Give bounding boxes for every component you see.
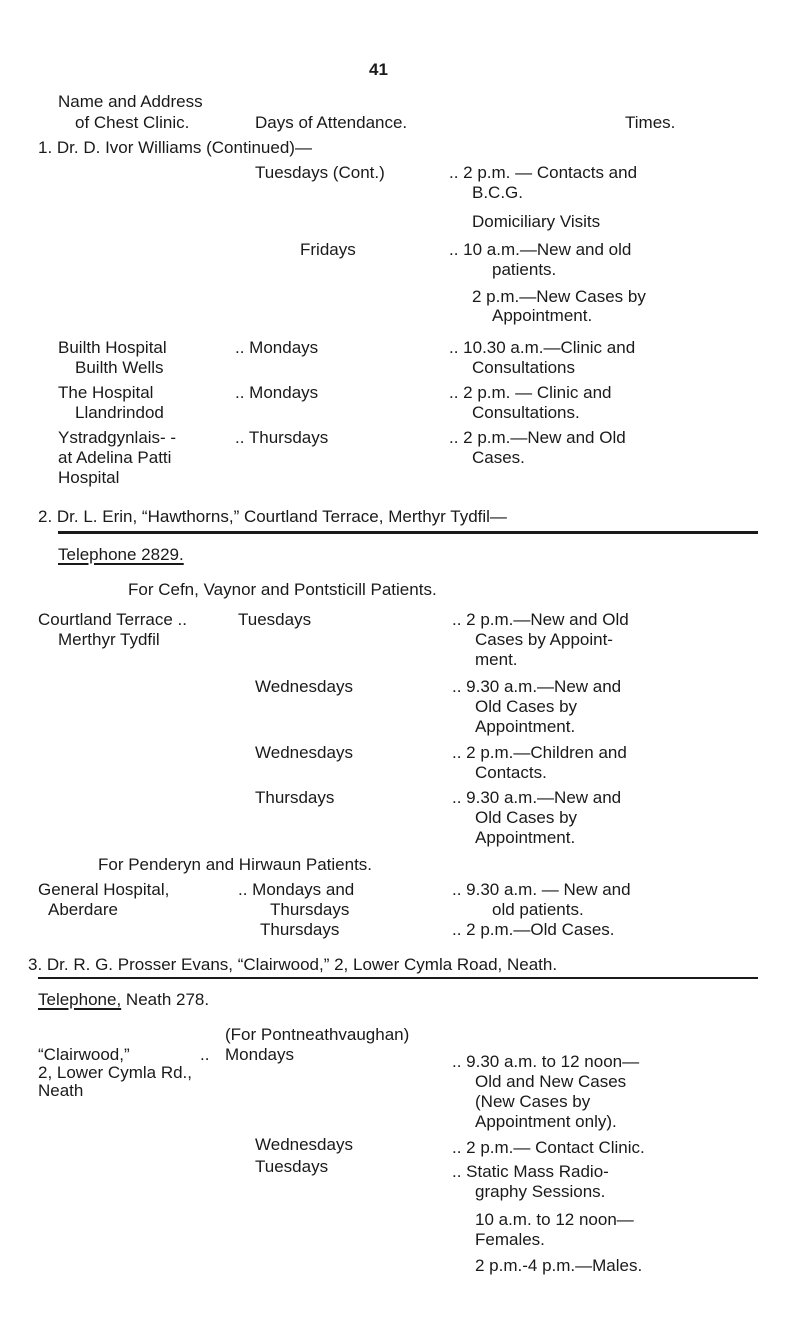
s3-tuesdays-time-line4: Females. <box>475 1230 545 1249</box>
s2-general-day-line1: .. Mondays and <box>238 880 355 899</box>
s3-clairwood-name-line3: Neath <box>38 1081 84 1100</box>
s3-telephone-label: Telephone, <box>38 990 122 1009</box>
s2-general-time1-line2: old patients. <box>492 900 584 919</box>
page-number: 41 <box>369 60 388 79</box>
s2-wednesdays2-day: Wednesdays <box>255 743 353 762</box>
s2-general-time2: .. 2 p.m.—Old Cases. <box>452 920 615 939</box>
s3-tuesdays-time-line5: 2 p.m.-4 p.m.—Males. <box>475 1256 643 1275</box>
s3-subhead-pontneathvaughan: (For Pontneathvaughan) <box>225 1025 410 1044</box>
s2-wednesdays1-time-line2: Old Cases by <box>475 697 578 716</box>
s2-general-hospital-name-line1: General Hospital, <box>38 880 170 899</box>
s1-llandrindod-name-line1: The Hospital <box>58 383 154 402</box>
s3-tuesdays-time-line2: graphy Sessions. <box>475 1182 606 1201</box>
s2-tuesdays-time-line3: ment. <box>475 650 518 669</box>
s2-wednesdays1-time: .. 9.30 a.m.—New and <box>452 677 622 696</box>
s1-tuesdays-time-cont: B.C.G. <box>472 183 524 202</box>
s2-thursdays-time-line3: Appointment. <box>475 828 576 847</box>
s2-tuesdays-time: .. 2 p.m.—New and Old <box>452 610 629 629</box>
s1-fridays-time1-cont: patients. <box>492 260 557 279</box>
s2-wednesdays2-time-line2: Contacts. <box>475 763 547 782</box>
s2-telephone: Telephone 2829. <box>58 545 184 564</box>
s1-tuesdays-day: Tuesdays (Cont.) <box>255 163 385 182</box>
s2-general-day-line3: Thursdays <box>260 920 340 939</box>
s1-builth-time-cont: Consultations <box>472 358 576 377</box>
s1-llandrindod-name-line2: Llandrindod <box>75 403 164 422</box>
s3-mondays-time-line2: Old and New Cases <box>475 1072 627 1091</box>
s1-llandrindod-time: .. 2 p.m. — Clinic and <box>449 383 612 402</box>
s3-mondays-day: Mondays <box>225 1045 294 1064</box>
s3-telephone-number: Neath 278. <box>121 990 210 1009</box>
header-times: Times. <box>625 113 676 132</box>
s1-llandrindod-time-cont: Consultations. <box>472 403 580 422</box>
s3-tuesdays-day: Tuesdays <box>255 1157 329 1176</box>
s1-fridays-time1: .. 10 a.m.—New and old <box>449 240 632 259</box>
s1-builth-time: .. 10.30 a.m.—Clinic and <box>449 338 636 357</box>
s2-courtland-name-line2: Merthyr Tydfil <box>58 630 160 649</box>
s3-clairwood-name-line1: “Clairwood,” <box>38 1045 130 1064</box>
s3-tuesdays-time-line3: 10 a.m. to 12 noon— <box>475 1210 634 1229</box>
s1-ystradgynlais-name-line2: at Adelina Patti <box>58 448 172 467</box>
section3-title: 3. Dr. R. G. Prosser Evans, “Clairwood,” 2, Lower Cymla Road, Neath. <box>28 955 558 974</box>
s3-clairwood-dots: .. <box>200 1045 210 1064</box>
s1-domiciliary-visits: Domiciliary Visits <box>472 212 601 231</box>
s1-ystradgynlais-day: .. Thursdays <box>235 428 329 447</box>
s2-wednesdays2-time: .. 2 p.m.—Children and <box>452 743 627 762</box>
header-name-address-line2: of Chest Clinic. <box>75 113 190 132</box>
s2-thursdays-time-line2: Old Cases by <box>475 808 578 827</box>
s1-builth-name-line1: Builth Hospital <box>58 338 167 357</box>
s2-subhead-cefn: For Cefn, Vaynor and Pontsticill Patients. <box>128 580 437 599</box>
s1-llandrindod-day: .. Mondays <box>235 383 319 402</box>
s2-general-day-line2: Thursdays <box>270 900 350 919</box>
s3-mondays-time-line4: Appointment only). <box>475 1112 617 1131</box>
s3-wednesdays-time: .. 2 p.m.— Contact Clinic. <box>452 1138 645 1157</box>
s2-wednesdays1-day: Wednesdays <box>255 677 353 696</box>
section3-divider <box>38 977 758 979</box>
s2-tuesdays-time-line2: Cases by Appoint- <box>475 630 613 649</box>
s1-ystradgynlais-name-line3: Hospital <box>58 468 120 487</box>
s3-wednesdays-day: Wednesdays <box>255 1135 353 1154</box>
s1-ystradgynlais-name-line1: Ystradgynlais- - <box>58 428 177 447</box>
s2-subhead-penderyn: For Penderyn and Hirwaun Patients. <box>98 855 373 874</box>
header-name-address-line1: Name and Address <box>58 92 203 111</box>
s2-wednesdays1-time-line3: Appointment. <box>475 717 576 736</box>
s3-tuesdays-time-line1: .. Static Mass Radio- <box>452 1162 609 1181</box>
s1-ystradgynlais-time-cont: Cases. <box>472 448 525 467</box>
s2-thursdays-time: .. 9.30 a.m.—New and <box>452 788 622 807</box>
s1-fridays-time2: 2 p.m.—New Cases by <box>472 287 646 306</box>
s1-builth-day: .. Mondays <box>235 338 319 357</box>
s1-ystradgynlais-time: .. 2 p.m.—New and Old <box>449 428 626 447</box>
s3-clairwood-name-line2: 2, Lower Cymla Rd., <box>38 1063 192 1082</box>
s2-tuesdays-day: Tuesdays <box>238 610 312 629</box>
section2-title: 2. Dr. L. Erin, “Hawthorns,” Courtland Terrace, Merthyr Tydfil— <box>38 507 507 526</box>
s1-fridays-time2-cont: Appointment. <box>492 306 593 325</box>
header-days-attendance: Days of Attendance. <box>255 113 408 132</box>
section1-title: 1. Dr. D. Ivor Williams (Continued)— <box>38 138 312 157</box>
s3-mondays-time-line1: .. 9.30 a.m. to 12 noon— <box>452 1052 640 1071</box>
s2-courtland-name-line1: Courtland Terrace .. <box>38 610 187 629</box>
s3-mondays-time-line3: (New Cases by <box>475 1092 591 1111</box>
s2-general-hospital-name-line2: Aberdare <box>48 900 118 919</box>
s2-general-time1: .. 9.30 a.m. — New and <box>452 880 631 899</box>
s1-builth-name-line2: Builth Wells <box>75 358 164 377</box>
s1-tuesdays-time: .. 2 p.m. — Contacts and <box>449 163 638 182</box>
s3-telephone <box>38 990 209 1010</box>
s2-thursdays-day: Thursdays <box>255 788 335 807</box>
section2-divider <box>58 531 758 534</box>
s1-fridays-day: Fridays <box>300 240 356 259</box>
